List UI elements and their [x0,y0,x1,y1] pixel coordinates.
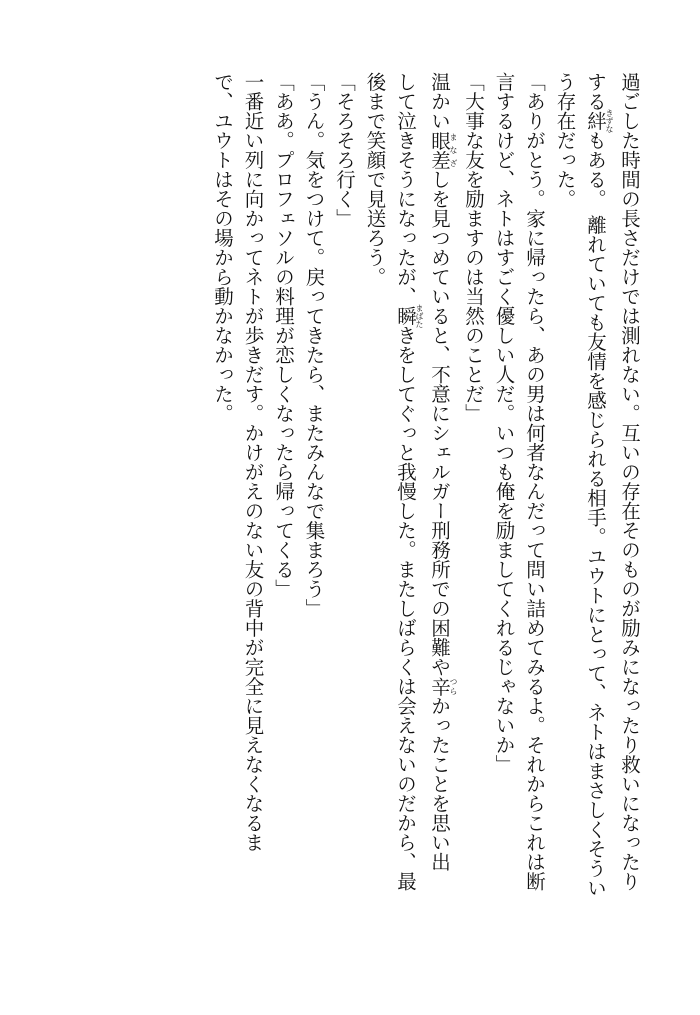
furigana-word [428,676,458,697]
line-text: する [584,72,607,111]
furigana-reading: まなざ [449,130,458,170]
line-text: う存在だった。 [553,72,577,209]
furigana-word [584,108,614,133]
line-text: 「ああ。プロフェソルの料理が恋しくなったら帰ってくる」 [272,72,295,599]
ruby-base: 辛 [428,676,451,696]
line-text: きをしてぐっと我慢した。またしばらくは会えないのだから、最 [394,325,417,891]
furigana-word [394,303,424,328]
line-text: して泣きそうになったが、 [394,72,417,306]
text-line [207,72,238,972]
ruby-base: 瞬 [394,303,417,328]
line-text: 後まで笑顔で見送ろう。 [363,72,387,287]
text-line [298,72,329,972]
novel-page-text [44,72,644,972]
line-text: で、ユウトはその場から動かなかった。 [211,72,234,423]
ruby-base: 眼差 [428,130,451,170]
text-line [329,72,360,972]
text-line [549,72,580,972]
text-line [390,72,424,972]
line-text: もある。 離れていても友情を感じられる相手。ユウトにとって、ネトはまさしくそうい [584,130,607,898]
line-text: 「ありがとう。家に帰ったら、あの男は何者なんだって問い詰めてみるよ。それからこれは断 [523,72,546,891]
text-line [580,72,614,972]
line-text: 「そろそろ行く」 [333,72,356,228]
furigana-word [428,130,458,170]
line-text: 一番近い列に向かってネトが歩きだす。かけがえのない友の背中が完全に見えなくなるま [241,72,265,852]
text-line [359,72,390,972]
text-line [519,72,550,972]
line-text: かったことを思い出 [428,696,451,872]
furigana-reading: まばた [415,303,424,328]
line-text: しを見つめていると、不意にシェルガー刑務所での困難や [428,169,451,677]
text-line [237,72,268,972]
ruby-base: 絆 [584,108,607,133]
text-line [488,72,519,972]
text-line [614,72,645,972]
furigana-reading: きずな [605,108,614,133]
line-text: 言するけど、ネトはすごく優しい人だ。いつも俺を励ましてくれるじゃないか」 [492,72,516,774]
line-text: 「大事な友を励ますのは当然のことだ」 [462,72,485,423]
text-line [458,72,489,972]
text-line [424,72,458,972]
line-text: 「うん。気をつけて。戻ってきたら、またみんなで集まろう」 [302,72,326,618]
line-text: 温かい [428,72,451,131]
line-text: 過ごした時間の長さだけでは測れない。互いの存在そのものが励みになったり救いになったり [618,72,641,891]
furigana-reading: つら [449,676,458,696]
text-line [268,72,299,972]
